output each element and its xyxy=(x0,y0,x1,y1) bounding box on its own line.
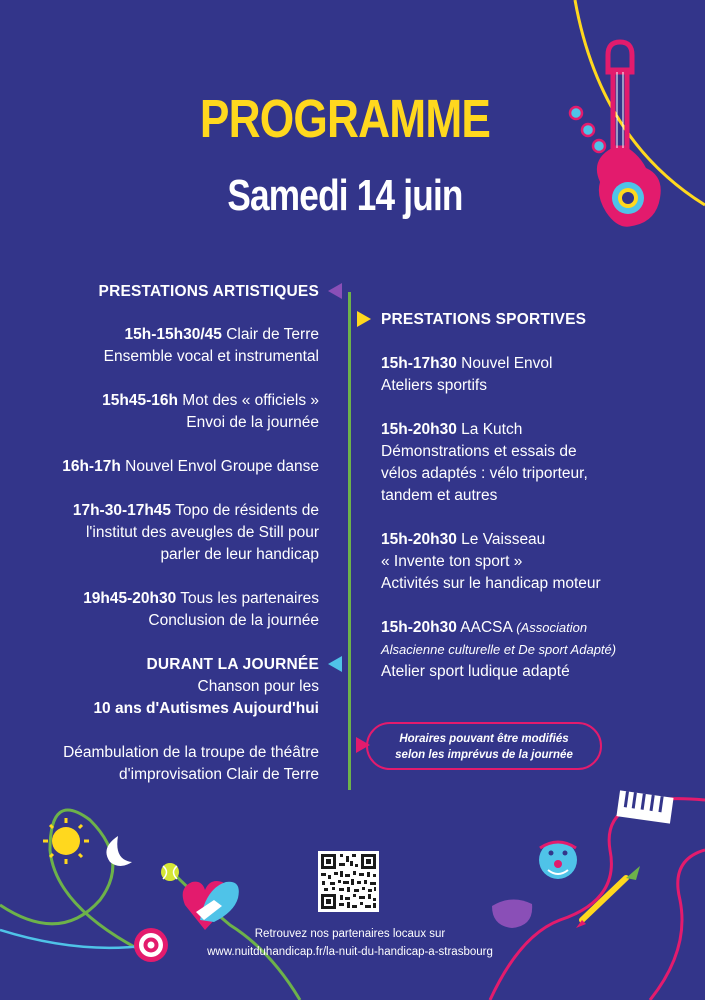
item-desc: Ateliers sportifs xyxy=(381,377,487,394)
sport-column xyxy=(381,309,681,683)
note-line: selon les imprévus de la journée xyxy=(395,749,573,761)
item-name: Tous les partenaires xyxy=(180,590,319,607)
during-line: d'improvisation Clair de Terre xyxy=(119,766,319,783)
item-name: Clair de Terre xyxy=(226,326,319,343)
item-desc: vélos adaptés : vélo triporteur, xyxy=(381,465,588,482)
triangle-marker-during xyxy=(328,656,342,672)
pink-curve-2 xyxy=(650,850,705,1000)
theatre-mask-icon xyxy=(492,899,532,928)
item-name: Mot des « officiels » xyxy=(182,392,319,409)
item-desc: Conclusion de la journée xyxy=(148,612,319,629)
item-desc: Atelier sport ludique adapté xyxy=(381,663,570,680)
item-desc: tandem et autres xyxy=(381,487,498,504)
tennis-ball-icon xyxy=(161,863,179,881)
piano-keys-icon xyxy=(616,790,673,823)
sport-item xyxy=(381,419,681,507)
item-desc: Démonstrations et essais de xyxy=(381,443,577,460)
item-time: 15h-15h30/45 xyxy=(124,326,222,343)
item-time: 15h-17h30 xyxy=(381,355,457,372)
pink-curve xyxy=(490,799,705,1000)
clown-face-icon xyxy=(539,841,577,879)
heart-hands-icon xyxy=(183,881,239,930)
item-name: AACSA xyxy=(460,619,512,636)
sport-item xyxy=(381,353,681,397)
during-heading: DURANT LA JOURNÉE xyxy=(146,656,319,673)
qr-code-icon[interactable] xyxy=(318,851,379,912)
artistic-item xyxy=(29,588,319,632)
artistic-item xyxy=(29,456,319,478)
note-line: Horaires pouvant être modifiés xyxy=(399,733,569,745)
item-desc: Activités sur le handicap moteur xyxy=(381,575,601,592)
item-desc: Ensemble vocal et instrumental xyxy=(103,348,319,365)
page-subtitle: Samedi 14 juin xyxy=(227,171,463,220)
artistic-heading: PRESTATIONS ARTISTIQUES xyxy=(98,283,319,300)
triangle-marker-sport xyxy=(357,311,371,327)
item-desc: l'institut des aveugles de Still pour xyxy=(85,524,319,541)
triangle-marker-artistic xyxy=(328,283,342,299)
schedule-note xyxy=(366,722,602,770)
sport-item xyxy=(381,617,681,683)
item-desc: Envoi de la journée xyxy=(186,414,319,431)
artistic-item xyxy=(29,324,319,368)
item-desc: « Invente ton sport » xyxy=(381,553,523,570)
item-note: Alsacienne culturelle et De sport Adapté) xyxy=(381,642,617,657)
item-name: La Kutch xyxy=(461,421,523,438)
item-time: 19h45-20h30 xyxy=(83,590,177,607)
item-name: Nouvel Envol xyxy=(461,355,553,372)
item-time: 17h-30-17h45 xyxy=(72,502,172,519)
sport-heading: PRESTATIONS SPORTIVES xyxy=(381,311,587,328)
item-desc: parler de leur handicap xyxy=(160,546,319,563)
artistic-item xyxy=(29,390,319,434)
item-name: Le Vaisseau xyxy=(461,531,546,548)
artistic-column xyxy=(29,281,319,786)
during-line: Déambulation de la troupe de théâtre xyxy=(63,744,319,761)
item-time: 15h-20h30 xyxy=(381,619,457,636)
cyan-line xyxy=(0,930,150,948)
sport-item xyxy=(381,529,681,595)
moon-icon xyxy=(106,836,132,866)
during-line: Chanson pour les xyxy=(197,678,319,695)
artistic-item xyxy=(29,500,319,566)
during-line: 10 ans d'Autismes Aujourd'hui xyxy=(93,700,319,717)
item-time: 15h45-16h xyxy=(102,392,178,409)
footer-text: Retrouvez nos partenaires locaux sur xyxy=(254,928,446,940)
item-name: Nouvel Envol Groupe danse xyxy=(125,458,319,475)
item-time: 15h-20h30 xyxy=(381,531,457,548)
column-divider xyxy=(348,292,351,790)
during-block-2 xyxy=(29,742,319,786)
item-time: 15h-20h30 xyxy=(381,421,457,438)
footer-url[interactable]: www.nuitduhandicap.fr/la-nuit-du-handicap-a-strasbourg xyxy=(207,946,493,958)
during-block xyxy=(29,654,319,720)
footer xyxy=(140,925,560,961)
item-time: 16h-17h xyxy=(62,458,121,475)
page-title: PROGRAMME xyxy=(199,89,491,149)
item-note: (Association xyxy=(516,620,588,635)
paintbrush-icon xyxy=(576,866,640,928)
item-name: Topo de résidents de xyxy=(175,502,319,519)
